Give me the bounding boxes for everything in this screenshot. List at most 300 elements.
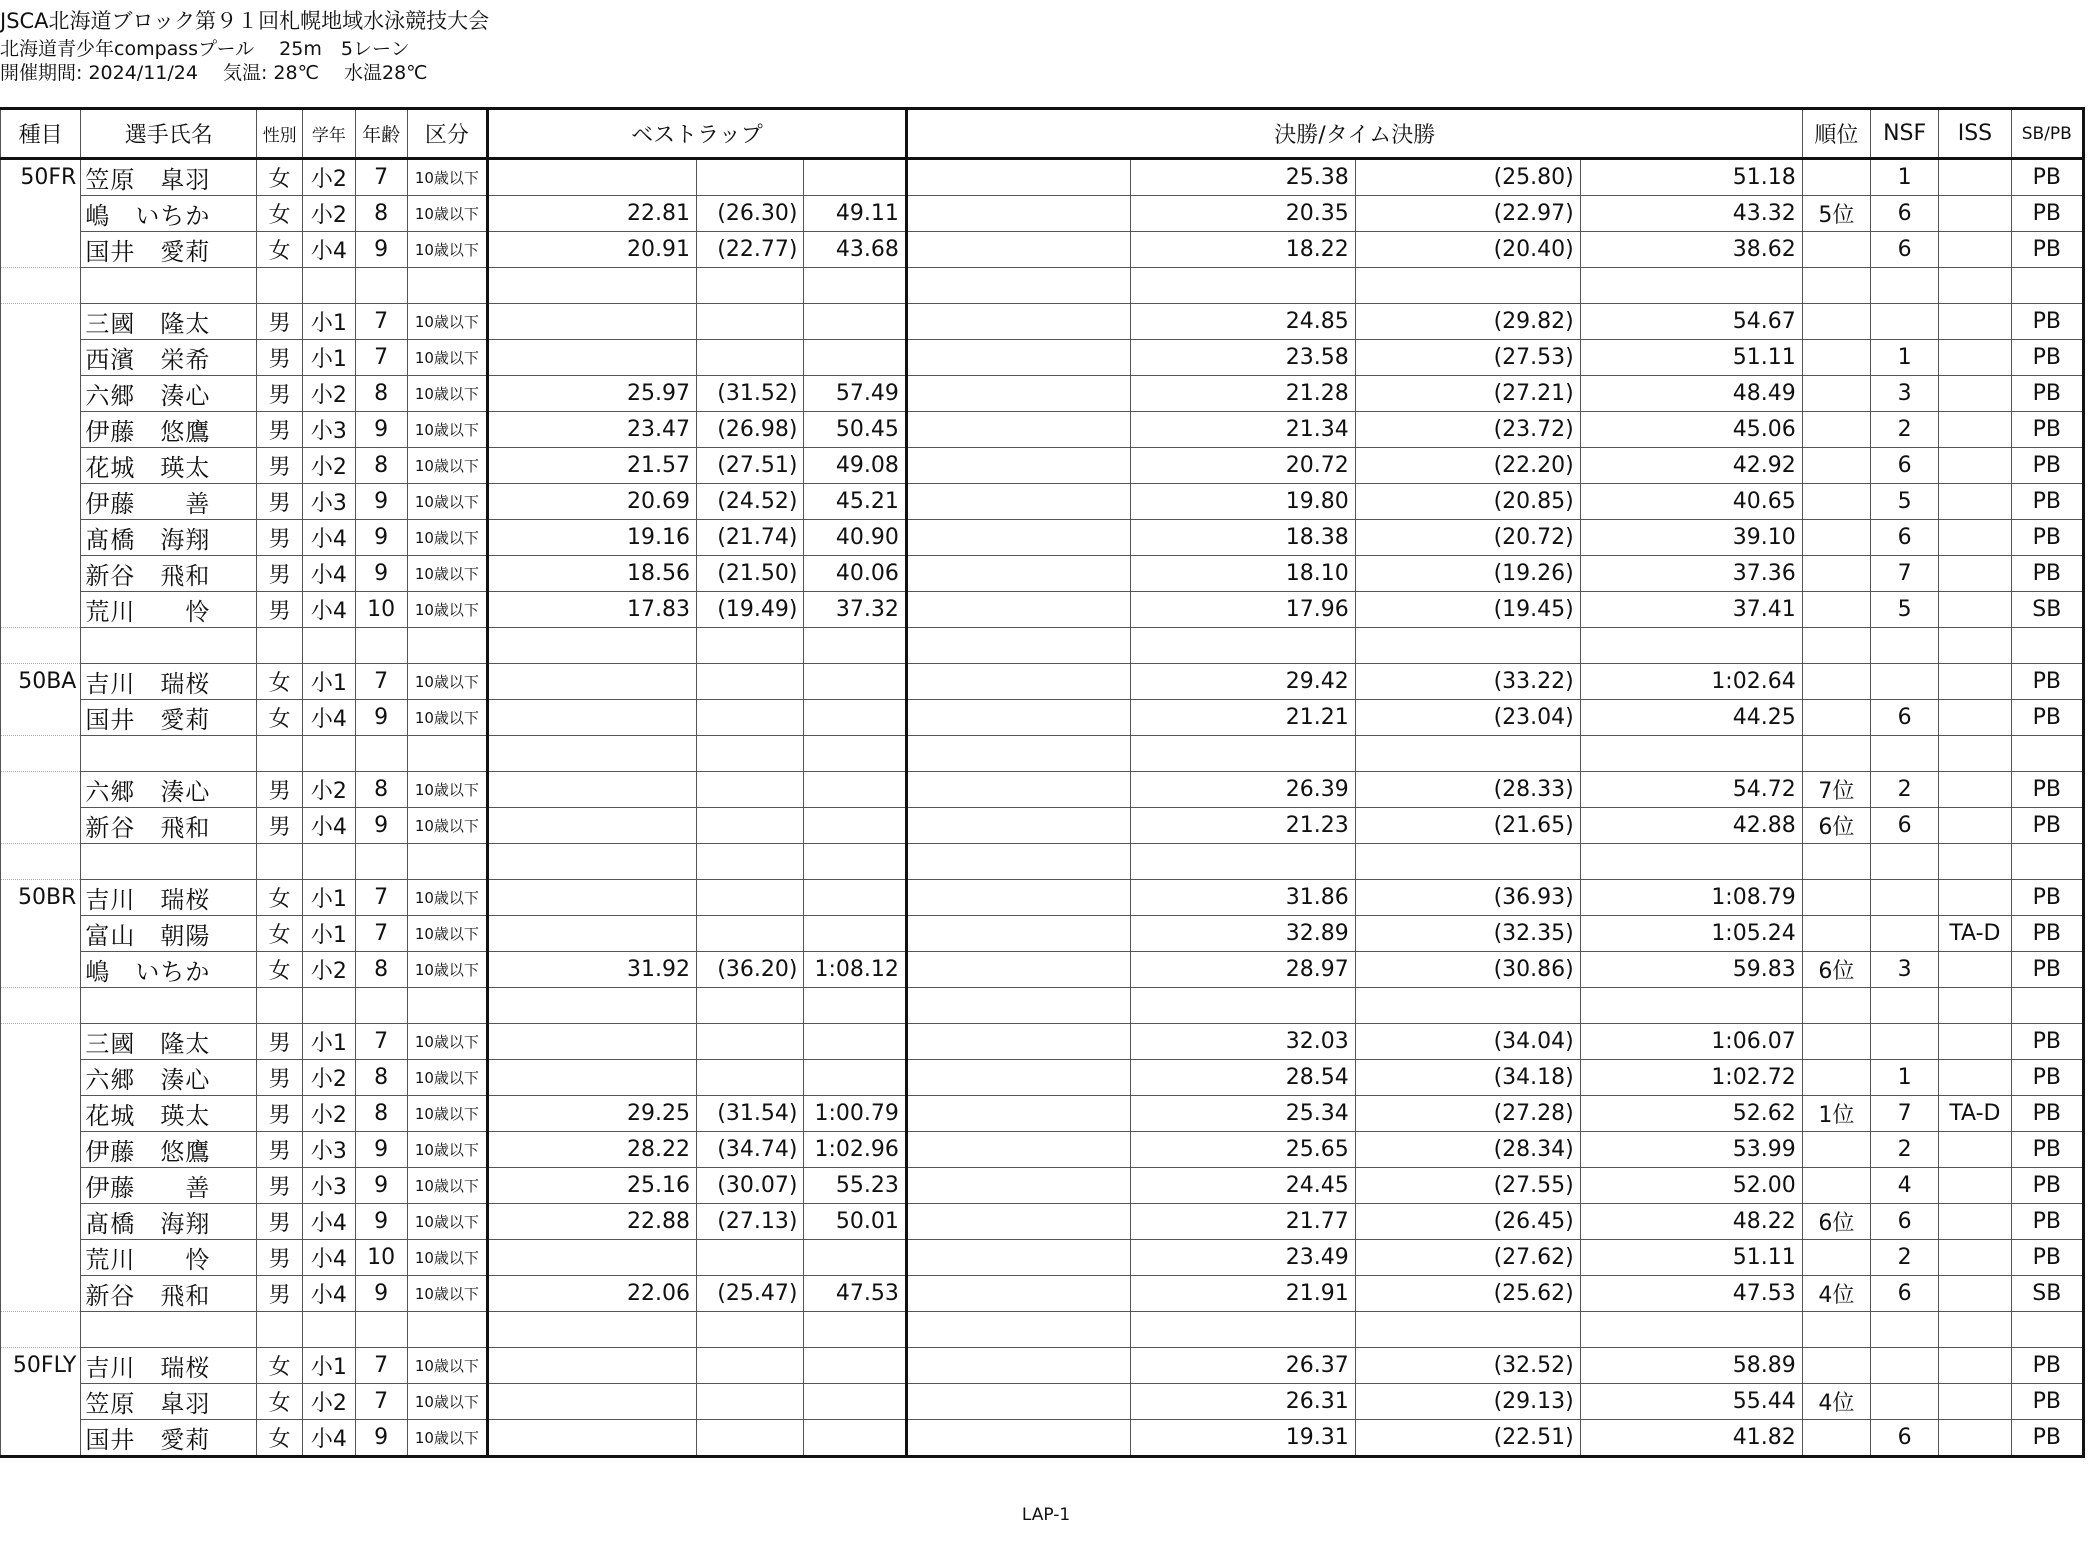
iss-cell (1939, 1132, 2011, 1168)
name-cell: 新谷 飛和 (81, 556, 257, 592)
iss-cell (1939, 628, 2011, 664)
sex-cell: 男 (257, 1168, 303, 1204)
table-row (1, 484, 2084, 520)
best-lap-2-cell: (27.51) (696, 448, 803, 484)
sex-cell: 男 (257, 1204, 303, 1240)
nsf-cell (1870, 664, 1938, 700)
best-lap-2-cell (696, 1024, 803, 1060)
iss-cell (1939, 952, 2011, 988)
final-lap-cell (1355, 844, 1580, 880)
final-spacer-cell (906, 412, 1130, 448)
best-lap-2-cell: (26.30) (696, 196, 803, 232)
sbpb-cell: SB (2011, 1276, 2083, 1312)
grade-cell (303, 1312, 355, 1348)
final-lap-cell: (32.35) (1355, 916, 1580, 952)
best-lap-total-cell: 49.11 (804, 196, 906, 232)
iss-cell (1939, 988, 2011, 1024)
rank-cell (1802, 736, 1870, 772)
table-row (1, 448, 2084, 484)
nsf-cell: 5 (1870, 592, 1938, 628)
final-split-cell: 18.38 (1130, 520, 1355, 556)
age-cell: 7 (355, 664, 407, 700)
sbpb-cell (2011, 736, 2083, 772)
category-cell: 10歳以下 (407, 1060, 487, 1096)
grade-cell: 小4 (303, 700, 355, 736)
rank-cell (1802, 1312, 1870, 1348)
final-split-cell: 25.34 (1130, 1096, 1355, 1132)
col-header-final: 決勝/タイム決勝 (906, 109, 1802, 159)
sex-cell: 男 (257, 1276, 303, 1312)
iss-cell (1939, 844, 2011, 880)
best-lap-2-cell (696, 1240, 803, 1276)
event-cell (1, 1204, 81, 1240)
age-cell: 9 (355, 484, 407, 520)
age-cell: 9 (355, 1276, 407, 1312)
final-spacer-cell (906, 592, 1130, 628)
event-cell (1, 1312, 81, 1348)
final-lap-cell: (30.86) (1355, 952, 1580, 988)
grade-cell: 小2 (303, 376, 355, 412)
best-lap-2-cell: (19.49) (696, 592, 803, 628)
nsf-cell: 1 (1870, 159, 1938, 196)
best-lap-2-cell (696, 736, 803, 772)
iss-cell (1939, 232, 2011, 268)
event-cell (1, 1384, 81, 1420)
best-lap-total-cell (804, 772, 906, 808)
best-lap-total-cell (804, 700, 906, 736)
category-cell: 10歳以下 (407, 880, 487, 916)
age-cell (355, 736, 407, 772)
nsf-cell (1870, 844, 1938, 880)
name-cell: 伊藤 悠鷹 (81, 412, 257, 448)
category-cell: 10歳以下 (407, 340, 487, 376)
nsf-cell (1870, 736, 1938, 772)
final-spacer-cell (906, 628, 1130, 664)
age-cell: 7 (355, 304, 407, 340)
grade-cell: 小2 (303, 448, 355, 484)
age-cell: 7 (355, 916, 407, 952)
age-cell: 8 (355, 952, 407, 988)
name-cell: 新谷 飛和 (81, 808, 257, 844)
grade-cell: 小2 (303, 1096, 355, 1132)
age-cell: 8 (355, 376, 407, 412)
rank-cell (1802, 340, 1870, 376)
age-cell: 7 (355, 159, 407, 196)
best-lap-2-cell (696, 1348, 803, 1384)
sbpb-cell: PB (2011, 448, 2083, 484)
sex-cell: 男 (257, 340, 303, 376)
nsf-cell (1870, 1312, 1938, 1348)
final-lap-cell: (26.45) (1355, 1204, 1580, 1240)
final-split-cell: 31.86 (1130, 880, 1355, 916)
rank-cell (1802, 1420, 1870, 1457)
name-cell: 花城 瑛太 (81, 448, 257, 484)
best-lap-total-cell: 40.06 (804, 556, 906, 592)
best-lap-1-cell (488, 1348, 697, 1384)
final-time-cell: 1:02.72 (1580, 1060, 1802, 1096)
col-header-nsf: NSF (1870, 109, 1938, 159)
best-lap-1-cell: 31.92 (488, 952, 697, 988)
age-cell: 9 (355, 520, 407, 556)
category-cell: 10歳以下 (407, 1168, 487, 1204)
age-cell: 7 (355, 340, 407, 376)
iss-cell (1939, 376, 2011, 412)
final-lap-cell: (19.26) (1355, 556, 1580, 592)
nsf-cell: 2 (1870, 1240, 1938, 1276)
age-cell: 8 (355, 772, 407, 808)
age-cell: 9 (355, 1168, 407, 1204)
age-cell: 10 (355, 592, 407, 628)
nsf-cell: 4 (1870, 1168, 1938, 1204)
iss-cell (1939, 196, 2011, 232)
table-row (1, 1276, 2084, 1312)
nsf-cell (1870, 268, 1938, 304)
age-cell: 9 (355, 556, 407, 592)
final-time-cell: 51.18 (1580, 159, 1802, 196)
best-lap-2-cell (696, 700, 803, 736)
final-time-cell: 52.00 (1580, 1168, 1802, 1204)
final-split-cell: 24.85 (1130, 304, 1355, 340)
final-spacer-cell (906, 1060, 1130, 1096)
grade-cell: 小1 (303, 880, 355, 916)
final-spacer-cell (906, 1240, 1130, 1276)
final-split-cell: 25.38 (1130, 159, 1355, 196)
grade-cell (303, 268, 355, 304)
final-lap-cell: (27.53) (1355, 340, 1580, 376)
best-lap-1-cell (488, 628, 697, 664)
best-lap-total-cell (804, 844, 906, 880)
name-cell: 嶋 いちか (81, 196, 257, 232)
final-time-cell: 39.10 (1580, 520, 1802, 556)
rank-cell (1802, 376, 1870, 412)
final-lap-cell: (32.52) (1355, 1348, 1580, 1384)
best-lap-total-cell (804, 304, 906, 340)
name-cell: 吉川 瑞桜 (81, 664, 257, 700)
table-row (1, 340, 2084, 376)
final-split-cell: 19.80 (1130, 484, 1355, 520)
final-split-cell (1130, 736, 1355, 772)
spacer-row (1, 988, 2084, 1024)
final-split-cell: 20.35 (1130, 196, 1355, 232)
best-lap-2-cell (696, 268, 803, 304)
final-lap-cell: (34.04) (1355, 1024, 1580, 1060)
best-lap-1-cell: 20.91 (488, 232, 697, 268)
table-row (1, 952, 2084, 988)
final-spacer-cell (906, 340, 1130, 376)
event-cell (1, 628, 81, 664)
best-lap-total-cell: 37.32 (804, 592, 906, 628)
table-row (1, 1384, 2084, 1420)
age-cell: 10 (355, 1240, 407, 1276)
final-lap-cell: (25.62) (1355, 1276, 1580, 1312)
spacer-row (1, 844, 2084, 880)
name-cell (81, 844, 257, 880)
best-lap-2-cell (696, 772, 803, 808)
age-cell (355, 628, 407, 664)
sex-cell: 男 (257, 484, 303, 520)
best-lap-2-cell: (21.50) (696, 556, 803, 592)
best-lap-total-cell (804, 880, 906, 916)
final-lap-cell: (28.33) (1355, 772, 1580, 808)
name-cell: 髙橋 海翔 (81, 1204, 257, 1240)
rank-cell (1802, 916, 1870, 952)
category-cell: 10歳以下 (407, 159, 487, 196)
final-split-cell (1130, 844, 1355, 880)
rank-cell (1802, 556, 1870, 592)
rank-cell (1802, 304, 1870, 340)
sex-cell: 女 (257, 952, 303, 988)
nsf-cell: 6 (1870, 808, 1938, 844)
event-cell (1, 1276, 81, 1312)
table-row (1, 232, 2084, 268)
iss-cell (1939, 412, 2011, 448)
best-lap-1-cell: 25.97 (488, 376, 697, 412)
rank-cell (1802, 628, 1870, 664)
iss-cell: TA-D (1939, 916, 2011, 952)
sbpb-cell: PB (2011, 1240, 2083, 1276)
rank-cell (1802, 664, 1870, 700)
category-cell: 10歳以下 (407, 952, 487, 988)
nsf-cell (1870, 1024, 1938, 1060)
final-lap-cell: (27.28) (1355, 1096, 1580, 1132)
sbpb-cell: PB (2011, 664, 2083, 700)
final-time-cell: 54.67 (1580, 304, 1802, 340)
final-spacer-cell (906, 844, 1130, 880)
best-lap-2-cell (696, 1384, 803, 1420)
sex-cell: 女 (257, 700, 303, 736)
sex-cell (257, 844, 303, 880)
category-cell: 10歳以下 (407, 1132, 487, 1168)
final-spacer-cell (906, 1204, 1130, 1240)
sbpb-cell: PB (2011, 952, 2083, 988)
nsf-cell: 1 (1870, 1060, 1938, 1096)
table-row (1, 196, 2084, 232)
best-lap-1-cell (488, 736, 697, 772)
final-split-cell: 21.34 (1130, 412, 1355, 448)
event-cell: 50FR (1, 159, 81, 196)
sbpb-cell: PB (2011, 772, 2083, 808)
iss-cell (1939, 484, 2011, 520)
best-lap-1-cell (488, 1024, 697, 1060)
best-lap-total-cell (804, 664, 906, 700)
final-time-cell: 53.99 (1580, 1132, 1802, 1168)
final-lap-cell: (29.82) (1355, 304, 1580, 340)
best-lap-1-cell (488, 1312, 697, 1348)
sex-cell: 男 (257, 412, 303, 448)
date-line: 開催期間: 2024/11/24 気温: 28℃ 水温28℃ (0, 62, 428, 84)
nsf-cell: 6 (1870, 196, 1938, 232)
final-spacer-cell (906, 448, 1130, 484)
final-time-cell: 48.49 (1580, 376, 1802, 412)
sbpb-cell: PB (2011, 808, 2083, 844)
age-cell: 8 (355, 196, 407, 232)
best-lap-1-cell: 22.81 (488, 196, 697, 232)
final-spacer-cell (906, 484, 1130, 520)
iss-cell: TA-D (1939, 1096, 2011, 1132)
final-lap-cell: (23.72) (1355, 412, 1580, 448)
final-time-cell: 37.36 (1580, 556, 1802, 592)
event-cell (1, 1420, 81, 1457)
nsf-cell: 6 (1870, 1276, 1938, 1312)
final-split-cell: 24.45 (1130, 1168, 1355, 1204)
nsf-cell (1870, 1384, 1938, 1420)
best-lap-2-cell: (30.07) (696, 1168, 803, 1204)
event-cell (1, 520, 81, 556)
table-row (1, 916, 2084, 952)
rank-cell (1802, 232, 1870, 268)
name-cell: 荒川 怜 (81, 592, 257, 628)
sex-cell: 男 (257, 520, 303, 556)
grade-cell: 小4 (303, 1420, 355, 1457)
final-lap-cell: (33.22) (1355, 664, 1580, 700)
final-lap-cell: (22.97) (1355, 196, 1580, 232)
final-time-cell: 47.53 (1580, 1276, 1802, 1312)
final-time-cell: 43.32 (1580, 196, 1802, 232)
final-split-cell: 23.49 (1130, 1240, 1355, 1276)
grade-cell: 小2 (303, 159, 355, 196)
grade-cell: 小4 (303, 1276, 355, 1312)
table-row (1, 592, 2084, 628)
best-lap-1-cell: 23.47 (488, 412, 697, 448)
final-spacer-cell (906, 1276, 1130, 1312)
best-lap-1-cell: 22.88 (488, 1204, 697, 1240)
event-cell (1, 232, 81, 268)
name-cell: 伊藤 悠鷹 (81, 1132, 257, 1168)
table-row (1, 700, 2084, 736)
final-lap-cell: (19.45) (1355, 592, 1580, 628)
category-cell: 10歳以下 (407, 1276, 487, 1312)
rank-cell (1802, 988, 1870, 1024)
final-time-cell: 44.25 (1580, 700, 1802, 736)
sex-cell: 男 (257, 376, 303, 412)
iss-cell (1939, 1384, 2011, 1420)
sex-cell: 男 (257, 1132, 303, 1168)
name-cell (81, 988, 257, 1024)
final-spacer-cell (906, 1420, 1130, 1457)
best-lap-1-cell (488, 1060, 697, 1096)
name-cell: 花城 瑛太 (81, 1096, 257, 1132)
grade-cell: 小1 (303, 664, 355, 700)
final-split-cell: 25.65 (1130, 1132, 1355, 1168)
best-lap-2-cell (696, 880, 803, 916)
age-cell (355, 988, 407, 1024)
sbpb-cell (2011, 268, 2083, 304)
event-cell (1, 556, 81, 592)
event-cell: 50FLY (1, 1348, 81, 1384)
final-time-cell: 45.06 (1580, 412, 1802, 448)
grade-cell: 小3 (303, 1132, 355, 1168)
sex-cell: 女 (257, 1420, 303, 1457)
event-cell (1, 340, 81, 376)
sex-cell: 男 (257, 304, 303, 340)
best-lap-1-cell (488, 844, 697, 880)
rank-cell: 7位 (1802, 772, 1870, 808)
name-cell: 荒川 怜 (81, 1240, 257, 1276)
best-lap-total-cell (804, 988, 906, 1024)
category-cell: 10歳以下 (407, 376, 487, 412)
final-lap-cell: (22.51) (1355, 1420, 1580, 1457)
col-header-iss: ISS (1939, 109, 2011, 159)
final-lap-cell: (36.93) (1355, 880, 1580, 916)
sbpb-cell: PB (2011, 412, 2083, 448)
category-cell: 10歳以下 (407, 1096, 487, 1132)
category-cell: 10歳以下 (407, 520, 487, 556)
event-cell (1, 376, 81, 412)
table-row (1, 1348, 2084, 1384)
nsf-cell: 1 (1870, 340, 1938, 376)
final-split-cell: 23.58 (1130, 340, 1355, 376)
name-cell: 六郷 湊心 (81, 376, 257, 412)
age-cell: 9 (355, 808, 407, 844)
final-time-cell (1580, 1312, 1802, 1348)
table-row (1, 1204, 2084, 1240)
category-cell: 10歳以下 (407, 1420, 487, 1457)
table-row (1, 412, 2084, 448)
final-time-cell: 48.22 (1580, 1204, 1802, 1240)
event-cell (1, 1096, 81, 1132)
sex-cell: 女 (257, 916, 303, 952)
rank-cell (1802, 448, 1870, 484)
best-lap-1-cell (488, 988, 697, 1024)
category-cell (407, 736, 487, 772)
iss-cell (1939, 340, 2011, 376)
final-lap-cell: (22.20) (1355, 448, 1580, 484)
event-cell (1, 268, 81, 304)
best-lap-1-cell (488, 772, 697, 808)
final-split-cell: 29.42 (1130, 664, 1355, 700)
sex-cell: 女 (257, 1348, 303, 1384)
grade-cell: 小2 (303, 952, 355, 988)
best-lap-total-cell (804, 1348, 906, 1384)
sbpb-cell: PB (2011, 232, 2083, 268)
final-spacer-cell (906, 268, 1130, 304)
sbpb-cell: PB (2011, 1420, 2083, 1457)
category-cell (407, 1312, 487, 1348)
nsf-cell: 6 (1870, 448, 1938, 484)
sbpb-cell: PB (2011, 1060, 2083, 1096)
best-lap-total-cell: 40.90 (804, 520, 906, 556)
grade-cell: 小1 (303, 1348, 355, 1384)
final-split-cell: 26.39 (1130, 772, 1355, 808)
sex-cell (257, 988, 303, 1024)
rank-cell (1802, 520, 1870, 556)
best-lap-total-cell (804, 1384, 906, 1420)
category-cell: 10歳以下 (407, 196, 487, 232)
final-spacer-cell (906, 880, 1130, 916)
category-cell: 10歳以下 (407, 664, 487, 700)
best-lap-1-cell (488, 916, 697, 952)
final-spacer-cell (906, 772, 1130, 808)
spacer-row (1, 628, 2084, 664)
category-cell: 10歳以下 (407, 484, 487, 520)
final-split-cell: 21.91 (1130, 1276, 1355, 1312)
nsf-cell: 6 (1870, 700, 1938, 736)
final-split-cell: 18.10 (1130, 556, 1355, 592)
best-lap-total-cell (804, 159, 906, 196)
name-cell (81, 268, 257, 304)
best-lap-total-cell (804, 916, 906, 952)
rank-cell (1802, 700, 1870, 736)
category-cell (407, 988, 487, 1024)
sbpb-cell: PB (2011, 1384, 2083, 1420)
final-time-cell: 42.88 (1580, 808, 1802, 844)
grade-cell: 小2 (303, 1384, 355, 1420)
final-spacer-cell (906, 304, 1130, 340)
sbpb-cell: PB (2011, 520, 2083, 556)
category-cell: 10歳以下 (407, 916, 487, 952)
final-time-cell: 55.44 (1580, 1384, 1802, 1420)
grade-cell: 小3 (303, 1168, 355, 1204)
